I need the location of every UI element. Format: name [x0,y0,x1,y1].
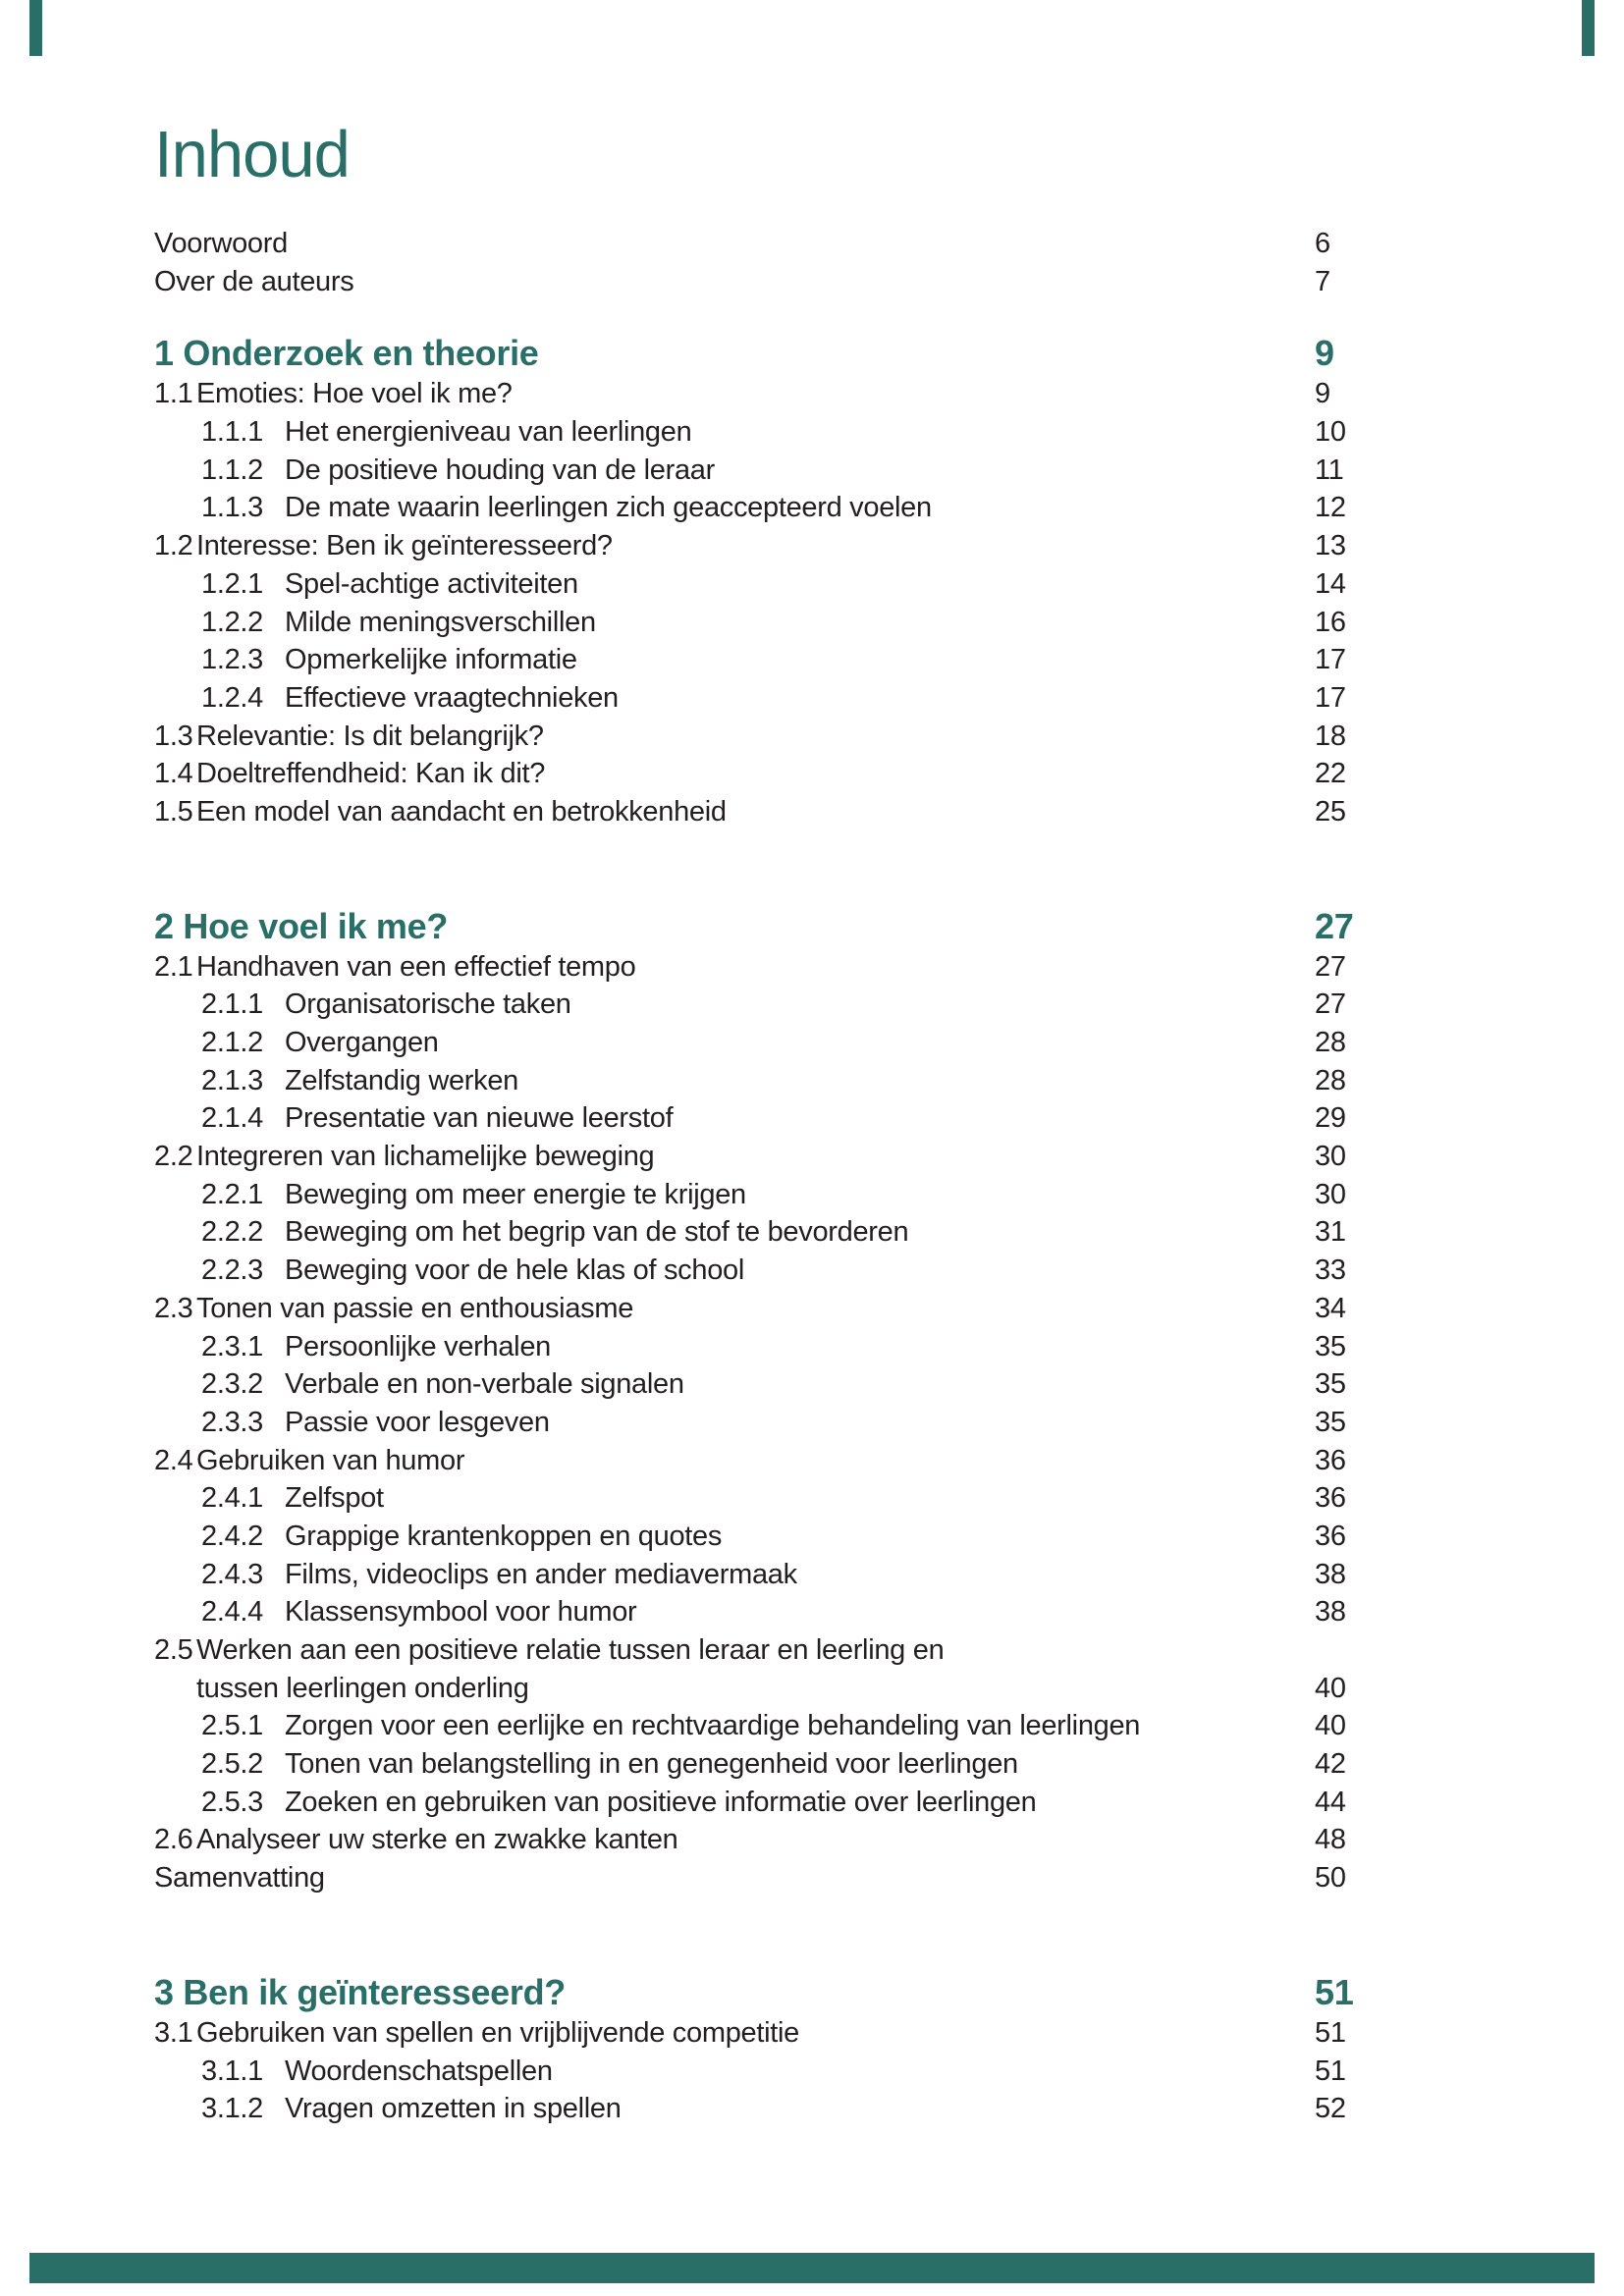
chapter-title: 1 Onderzoek en theorie [154,333,539,374]
entry-page: 51 [1315,2016,1346,2049]
table-of-contents [154,225,1391,2128]
entry-number: 2.1 [154,950,193,983]
entry-label: Organisatorische taken [285,988,571,1021]
entry-number: 2.3.1 [201,1330,263,1362]
entry-label: Zoeken en gebruiken van positieve informatie over leerlingen [285,1786,1037,1818]
entry-label: Overgangen [285,1027,439,1058]
toc-entry [154,1556,1391,1594]
entry-page: 28 [1315,1064,1346,1096]
chapter-heading [154,905,1391,948]
entry-label: Klassensymbool voor humor [285,1596,637,1629]
chapter-block [154,332,1391,830]
entry-page: 40 [1315,1710,1346,1742]
entry-number: 1.2 [154,530,193,562]
entry-number: 1.2.1 [201,567,263,600]
entry-page: 22 [1315,758,1346,790]
toc-entry [154,1365,1391,1404]
toc-entry [154,2090,1391,2128]
entry-number: 1.2.4 [201,681,263,714]
toc-entry [154,1328,1391,1366]
entry-number: 2.6 [154,1824,193,1856]
entry-number: 2.4.2 [201,1520,263,1552]
toc-entry [154,1213,1391,1252]
toc-entry [154,263,1391,301]
toc-entry [154,1593,1391,1631]
entry-page: 17 [1315,644,1346,676]
entry-page: 11 [1315,454,1344,486]
entry-label: Samenvatting [154,1862,325,1895]
entry-number: 1.1.1 [201,416,263,449]
entry-page: 25 [1315,795,1346,828]
entry-page: 33 [1315,1255,1346,1287]
entry-number: 2.2.2 [201,1216,263,1249]
entry-page: 48 [1315,1824,1346,1856]
entry-page: 36 [1315,1482,1346,1515]
entry-number: 1.1 [154,378,193,410]
toc-entry [154,1745,1391,1784]
entry-label: Doeltreffendheid: Kan ik dit? [196,758,546,790]
chapter-block [154,1971,1391,2128]
entry-label: Tonen van passie en enthousiasme [196,1292,634,1324]
entry-label: Zelfspot [285,1482,384,1515]
entry-number: 2.4.4 [201,1596,263,1629]
entry-label: Passie voor lesgeven [285,1406,550,1438]
entry-label: Beweging om meer energie te krijgen [285,1178,746,1210]
entry-page: 16 [1315,606,1346,638]
toc-entry [154,375,1391,413]
entry-page: 29 [1315,1102,1346,1135]
entry-page: 44 [1315,1786,1346,1818]
entry-page: 34 [1315,1292,1346,1324]
entry-page: 7 [1315,265,1330,297]
toc-entry [154,641,1391,679]
toc-entry [154,1707,1391,1745]
entry-number: 2.1.4 [201,1102,263,1135]
entry-page: 51 [1315,2055,1346,2087]
toc-entry [154,793,1391,831]
toc-entry [154,1138,1391,1176]
toc-entry [154,1479,1391,1518]
chapter-heading [154,1971,1391,2014]
entry-page: 6 [1315,228,1330,259]
entry-page: 36 [1315,1520,1346,1552]
entry-label: Gebruiken van spellen en vrijblijvende competitie [196,2016,799,2049]
toc-entry [154,1062,1391,1100]
chapter-page: 51 [1315,1971,1354,2012]
toc-entry [154,1099,1391,1138]
entry-number: 1.3 [154,720,193,752]
entry-number: 2.5 [154,1634,193,1666]
entry-number: 1.2.3 [201,644,263,676]
entry-number: 2.5.2 [201,1748,263,1781]
entry-label: Verbale en non-verbale signalen [285,1368,684,1401]
bleed-mark-top-right [1582,0,1595,56]
toc-entry [154,718,1391,756]
entry-number: 3.1.2 [201,2093,263,2125]
entry-number: 2.3.3 [201,1406,263,1438]
chapter-title: 2 Hoe voel ik me? [154,905,449,946]
toc-entry [154,755,1391,793]
entry-label: Over de auteurs [154,265,354,297]
entry-label: Presentatie van nieuwe leerstof [285,1102,674,1135]
toc-entry [154,1784,1391,1822]
entry-number: 2.5.1 [201,1710,263,1742]
entry-number: 1.1.2 [201,454,263,486]
entry-page: 40 [1315,1672,1346,1704]
entry-page: 28 [1315,1027,1346,1058]
entry-number: 1.5 [154,795,193,828]
toc-entry [154,948,1391,987]
entry-number: 2.4.3 [201,1558,263,1590]
toc-entry [154,565,1391,604]
entry-label: Integreren van lichamelijke beweging [196,1141,655,1173]
entry-label: Beweging voor de hele klas of school [285,1255,744,1287]
entry-number: 1.2.2 [201,606,263,638]
toc-entry [154,527,1391,565]
entry-number: 2.3 [154,1292,193,1324]
entry-label: Woordenschatspellen [285,2055,553,2087]
toc-entry [154,679,1391,718]
entry-number: 2.1.1 [201,988,263,1021]
entry-label: Het energieniveau van leerlingen [285,416,692,449]
entry-label: Grappige krantenkoppen en quotes [285,1520,723,1552]
entry-page: 10 [1315,416,1346,449]
entry-label: Emoties: Hoe voel ik me? [196,378,513,410]
bleed-bar-bottom [29,2253,1595,2283]
entry-page: 38 [1315,1558,1346,1590]
entry-label: Persoonlijke verhalen [285,1330,551,1362]
entry-label: Milde meningsverschillen [285,606,596,638]
entry-label: Interesse: Ben ik geïnteresseerd? [196,530,613,562]
entry-number: 2.5.3 [201,1786,263,1818]
chapter-block [154,905,1391,1897]
entry-number: 2.2.3 [201,1255,263,1287]
entry-number: 2.2.1 [201,1178,263,1210]
toc-entry [154,452,1391,490]
entry-label: Werken aan een positieve relatie tussen leraar en leerling en [196,1634,945,1666]
entry-number: 2.2 [154,1141,193,1173]
chapter-page: 9 [1315,333,1334,374]
entry-number: 2.3.2 [201,1368,263,1401]
entry-page: 42 [1315,1748,1346,1781]
entry-label: Spel-achtige activiteiten [285,567,578,600]
entry-page: 50 [1315,1862,1346,1895]
toc-entry [154,1252,1391,1290]
entry-label: Films, videoclips en ander mediavermaak [285,1558,797,1590]
page-title: Inhoud [154,118,350,191]
toc-entry [154,1442,1391,1480]
entry-page: 35 [1315,1406,1346,1438]
entry-label: tussen leerlingen onderling [196,1672,529,1704]
entry-page: 36 [1315,1444,1346,1476]
toc-entry [154,1670,1391,1708]
entry-page: 17 [1315,681,1346,714]
entry-label: Zelfstandig werken [285,1064,518,1096]
entry-label: Effectieve vraagtechnieken [285,681,619,714]
toc-entry [154,604,1391,642]
entry-page: 52 [1315,2093,1346,2125]
entry-label: Gebruiken van humor [196,1444,465,1476]
entry-page: 18 [1315,720,1346,752]
entry-page: 31 [1315,1216,1346,1249]
entry-number: 2.1.3 [201,1064,263,1096]
entry-label: Beweging om het begrip van de stof te bevorderen [285,1216,909,1249]
entry-label: Relevantie: Is dit belangrijk? [196,720,544,752]
entry-page: 9 [1315,378,1330,410]
entry-number: 3.1.1 [201,2055,263,2087]
entry-page: 30 [1315,1178,1346,1210]
toc-entry [154,1024,1391,1062]
entry-label: Vragen omzetten in spellen [285,2093,622,2125]
toc-entry [154,1631,1391,1670]
toc-entry [154,1290,1391,1328]
toc-entry [154,986,1391,1024]
entry-number: 1.1.3 [201,492,263,524]
toc-entry [154,2053,1391,2091]
entry-label: Voorwoord [154,228,288,259]
entry-label: Analyseer uw sterke en zwakke kanten [196,1824,678,1856]
entry-label: Zorgen voor een eerlijke en rechtvaardige behandeling van leerlingen [285,1710,1141,1742]
entry-page: 35 [1315,1368,1346,1401]
chapter-title: 3 Ben ik geïnteresseerd? [154,1971,566,2012]
entry-label: Handhaven van een effectief tempo [196,950,636,983]
entry-number: 2.4 [154,1444,193,1476]
chapter-page: 27 [1315,905,1354,946]
chapter-heading [154,332,1391,375]
entry-page: 30 [1315,1141,1346,1173]
entry-number: 3.1 [154,2016,193,2049]
entry-page: 13 [1315,530,1346,562]
entry-label: Tonen van belangstelling in en genegenheid voor leerlingen [285,1748,1018,1781]
entry-page: 27 [1315,950,1346,983]
toc-entry [154,1859,1391,1897]
toc-entry [154,1176,1391,1214]
toc-entry [154,489,1391,527]
toc-entry [154,1518,1391,1556]
entry-number: 2.1.2 [201,1027,263,1058]
entry-number: 1.4 [154,758,193,790]
toc-entry [154,413,1391,452]
entry-label: Een model van aandacht en betrokkenheid [196,795,727,828]
entry-number: 2.4.1 [201,1482,263,1515]
toc-entry [154,1404,1391,1442]
entry-label: Opmerkelijke informatie [285,644,577,676]
entry-page: 38 [1315,1596,1346,1629]
entry-page: 14 [1315,567,1346,600]
entry-page: 35 [1315,1330,1346,1362]
entry-label: De mate waarin leerlingen zich geaccepteerd voelen [285,492,932,524]
entry-label: De positieve houding van de leraar [285,454,715,486]
entry-page: 12 [1315,492,1346,524]
toc-entry [154,225,1391,263]
bleed-mark-top-left [29,0,42,56]
entry-page: 27 [1315,988,1346,1021]
toc-entry [154,1821,1391,1859]
toc-entry [154,2014,1391,2053]
